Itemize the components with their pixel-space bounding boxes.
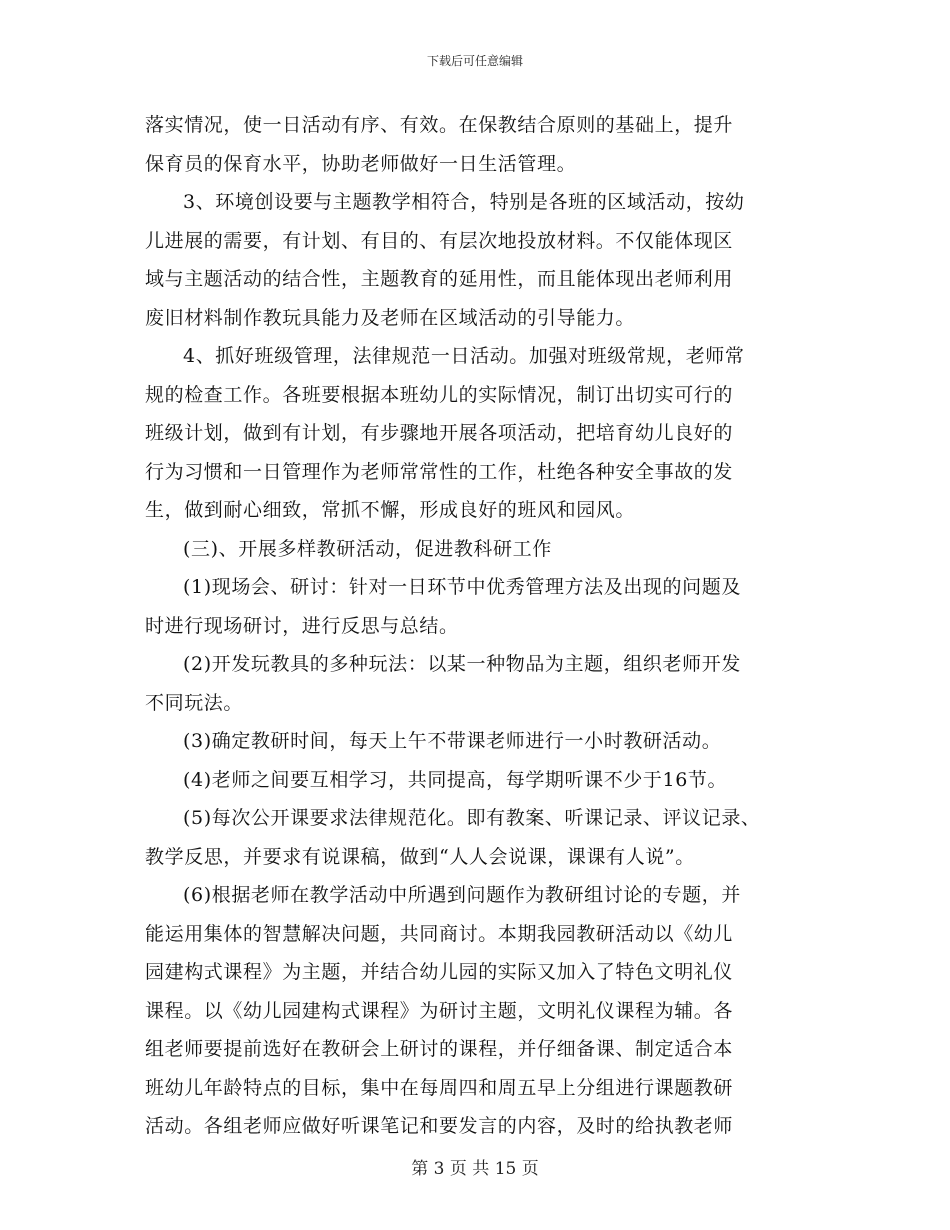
text-line: 行为习惯和一日管理作为老师常常性的工作，杜绝各种安全事故的发 [145,460,734,483]
text-line: 落实情况，使一日活动有序、有效。在保教结合原则的基础上，提升 [145,114,734,136]
text-line: (4)老师之间要互相学习，共同提高，每学期听课不少于16节。 [183,768,728,791]
text-line: 班级计划，做到有计划，有步骤地开展各项活动，把培育幼儿良好的 [145,422,734,444]
text-line: 园建构式课程》为主题，并结合幼儿园的实际又加入了特色文明礼仪 [145,961,734,983]
text-line: (6)根据老师在教学活动中所遇到问题作为教研组讨论的专题，并 [183,884,741,906]
text-line: 班幼儿年龄特点的目标，集中在每周四和周五早上分组进行课题教研 [145,1076,734,1099]
text-line: (1)现场会、研讨：针对一日环节中优秀管理方法及出现的问题及 [183,576,741,598]
text-line: 废旧材料制作教玩具能力及老师在区域活动的引导能力。 [145,306,636,329]
text-line: 保育员的保育水平，协助老师做好一日生活管理。 [145,152,577,175]
text-line: 3、环境创设要与主题教学相符合，特别是各班的区域活动，按幼 [183,191,745,213]
page-number-footer: 第 3 页 共 15 页 [411,1159,539,1179]
section-heading: (三)、开展多样教研活动，促进教科研工作 [183,537,552,560]
text-line: 教学反思，并要求有说课稿，做到“人人会说课，课课有人说”。 [145,845,695,868]
text-line: 规的检查工作。各班要根据本班幼儿的实际情况，制订出切实可行的 [145,383,734,406]
document-body [145,106,805,1146]
text-line: 生，做到耐心细致，常抓不懈，形成良好的班风和园风。 [145,499,636,521]
text-line: 组老师要提前选好在教研会上研讨的课程，并仔细备课、制定适合本 [145,1038,734,1060]
text-line: (5)每次公开课要求法律规范化。即有教案、听课记录、评议记录、 [183,807,761,829]
text-line: 域与主题活动的结合性，主题教育的延用性，而且能体现出老师利用 [145,268,734,290]
page-header: 下载后可任意编辑 [426,54,523,68]
text-line: 课程。以《幼儿园建构式课程》为研讨主题，文明礼仪课程为辅。各 [145,999,734,1022]
text-line: 活动。各组老师应做好听课笔记和要发言的内容，及时的给执教老师 [145,1115,734,1137]
text-line: 儿进展的需要，有计划、有目的、有层次地投放材料。不仅能体现区 [145,229,734,252]
text-line: 能运用集体的智慧解决问题，共同商讨。本期我园教研活动以《幼儿 [145,922,734,945]
text-line: (2)开发玩教具的多种玩法：以某一种物品为主题，组织老师开发 [183,653,741,675]
text-line: 4、抓好班级管理，法律规范一日活动。加强对班级常规，老师常 [183,345,745,367]
text-line: 不同玩法。 [145,691,244,714]
text-line: (3)确定教研时间，每天上午不带课老师进行一小时教研活动。 [183,730,722,752]
text-line: 时进行现场研讨，进行反思与总结。 [145,614,459,637]
